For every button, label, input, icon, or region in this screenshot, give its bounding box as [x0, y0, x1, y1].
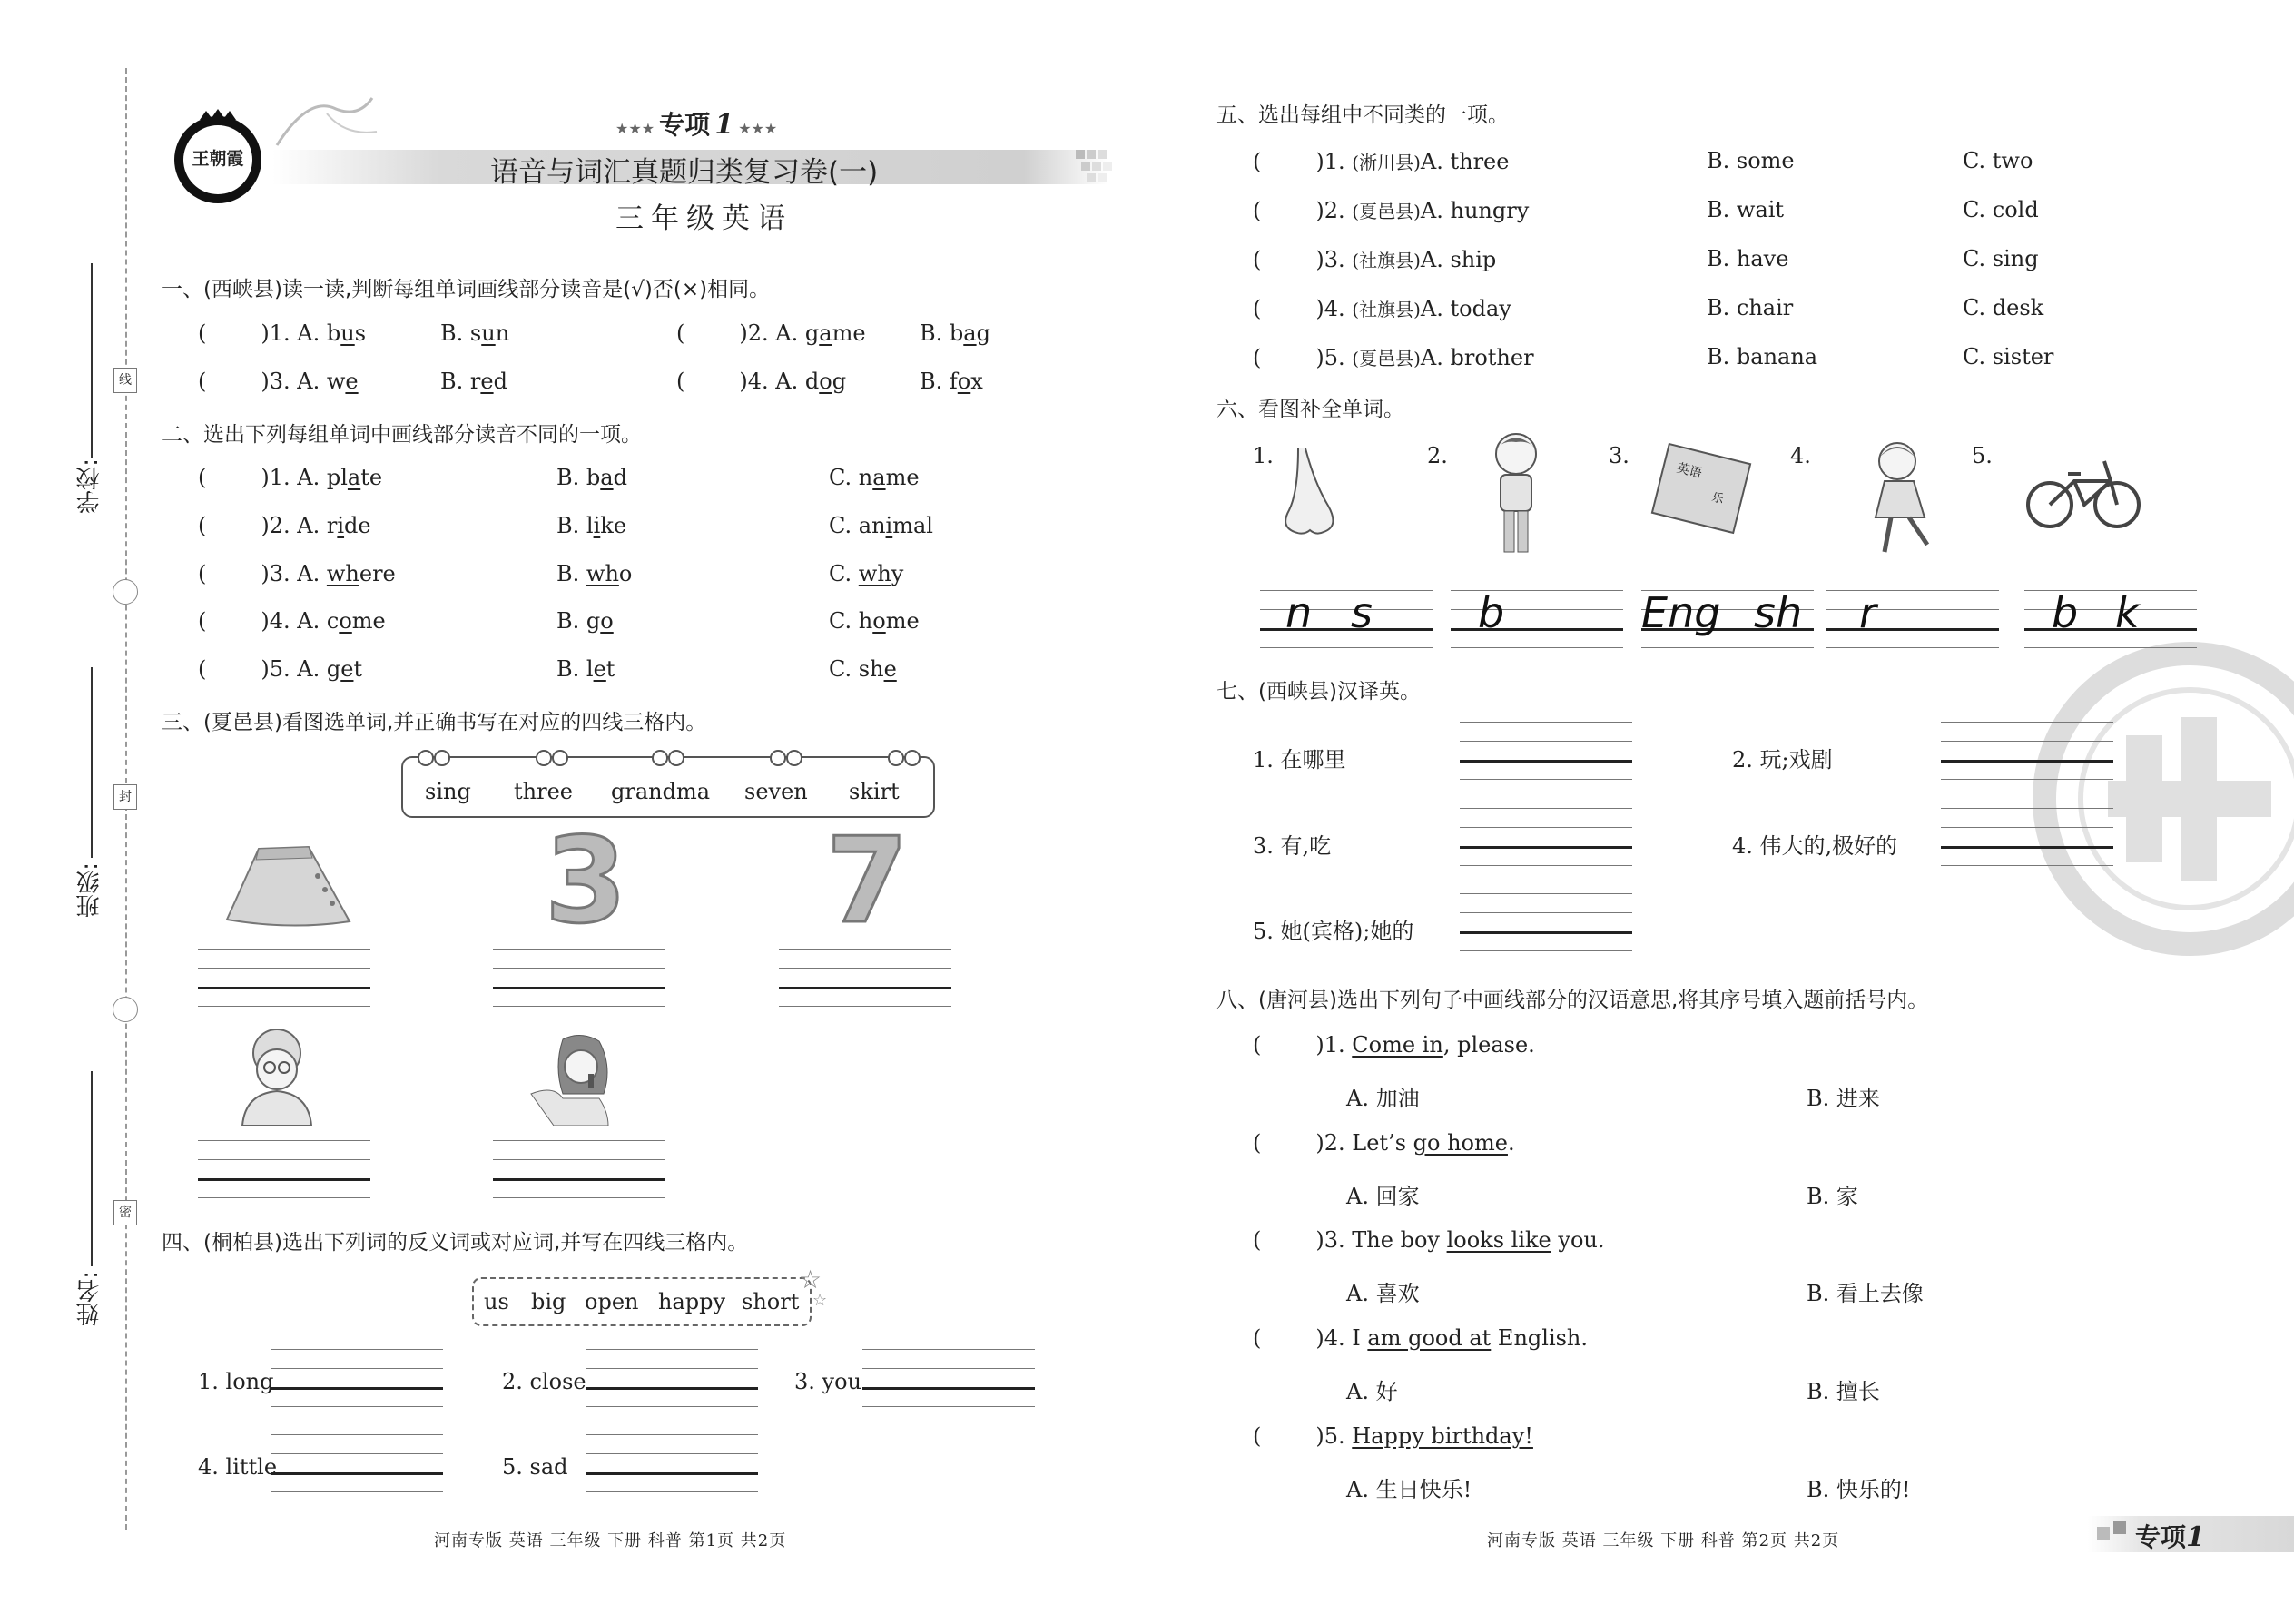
s7-item-2: 2. 玩;戏剧	[1732, 747, 1833, 773]
hint-letter: b	[2052, 588, 2079, 637]
writing-lines[interactable]	[1460, 722, 1632, 780]
section-6-title: 六、看图补全单词。	[1216, 398, 1404, 421]
s2-item-2: ( )2. A. ride	[198, 513, 371, 538]
secret-seal-watermark	[2017, 626, 2294, 971]
badge-label: 专项	[659, 110, 711, 140]
s2-item-4: ( )4. A. come	[198, 608, 386, 634]
paren: (	[676, 320, 685, 346]
class-label: 班级:	[76, 862, 103, 918]
s2-item-3-b: B. who	[556, 561, 633, 586]
s1-item-1-b: B. sun	[440, 320, 510, 346]
writing-lines[interactable]	[2024, 590, 2197, 648]
antonym-item-2: 2. close	[502, 1369, 586, 1394]
s2-item-5: ( )5. A. get	[198, 656, 363, 682]
hint-letter: b	[1478, 588, 1505, 637]
s2-item-4-c: C. home	[829, 608, 920, 634]
writing-lines[interactable]	[779, 949, 951, 1007]
s2-item-5-c: C. she	[829, 656, 897, 682]
word-bank-three: three	[514, 779, 573, 804]
s8-item-3-b: B. 看上去像	[1807, 1281, 1924, 1306]
hint-letter: r	[1859, 588, 1876, 637]
s8-item-4-b: B. 擅长	[1807, 1379, 1880, 1404]
s2-item-1: ( )1. A. plate	[198, 465, 383, 490]
writing-lines[interactable]	[586, 1434, 758, 1492]
tab-label: 专项1	[2135, 1521, 2205, 1553]
hint-letter: k	[2115, 588, 2140, 637]
writing-lines[interactable]	[1941, 722, 2113, 780]
s1-item-2: ( )2. A. game	[676, 320, 866, 346]
s1-item-3-b: B. red	[440, 369, 507, 394]
s6-num-1: 1.	[1253, 443, 1274, 468]
number-3-picture: 3	[545, 812, 627, 950]
word-bank-seven: seven	[744, 779, 808, 804]
school-label: 学校:	[76, 458, 103, 514]
s5-item-1-c: C. two	[1963, 148, 2033, 173]
s2-item-2-c: C. animal	[829, 513, 933, 538]
writing-lines[interactable]	[493, 1140, 665, 1198]
s1-item-4: ( )4. A. dog	[676, 369, 847, 394]
page-subtitle: 三年级英语	[615, 202, 793, 235]
footer-left: 河南专版 英语 三年级 下册 科普 第1页 共2页	[434, 1531, 787, 1550]
section-5-title: 五、选出每组中不同类的一项。	[1216, 103, 1509, 127]
hint-letter: Eng	[1641, 588, 1721, 637]
ring-icon	[888, 750, 904, 766]
ring-icon	[434, 750, 450, 766]
paren: (	[198, 369, 207, 394]
section-1-title: 一、(西峡县)读一读,判断每组单词画线部分读音是(√)否(×)相同。	[162, 278, 771, 301]
antonym-word-short: short	[742, 1289, 800, 1314]
paren: (	[676, 369, 685, 394]
s5-item-5-b: B. banana	[1707, 344, 1818, 369]
s5-item-5-c: C. sister	[1963, 344, 2054, 369]
s8-item-4-a: A. 好	[1346, 1379, 1398, 1404]
antonym-word-us: us	[484, 1289, 509, 1314]
s5-item-3-b: B. have	[1707, 246, 1789, 271]
s7-item-3: 3. 有,吃	[1253, 833, 1332, 859]
ring-icon	[904, 750, 921, 766]
section-2-title: 二、选出下列每组单词中画线部分读音不同的一项。	[162, 423, 642, 447]
s8-item-2: ( )2. Let’s go home.	[1253, 1130, 1515, 1156]
name-label: 姓名:	[76, 1271, 103, 1326]
s1-item-2-b: B. bag	[920, 320, 990, 346]
writing-lines[interactable]	[1641, 590, 1814, 648]
antonym-word-big: big	[531, 1289, 566, 1314]
writing-lines[interactable]	[586, 1349, 758, 1407]
section-4-title: 四、(桐柏县)选出下列词的反义词或对应词,并写在四线三格内。	[162, 1231, 749, 1255]
special-badge	[615, 105, 778, 141]
writing-lines[interactable]	[862, 1349, 1035, 1407]
s8-item-5-b: B. 快乐的!	[1807, 1477, 1911, 1502]
star-icon: ☆	[812, 1291, 828, 1310]
s8-item-5: ( )5. Happy birthday!	[1253, 1423, 1533, 1449]
antonym-word-happy: happy	[658, 1289, 726, 1314]
book-tag: 乐	[1709, 490, 1726, 507]
bike-picture	[2024, 445, 2142, 536]
ring-icon	[652, 750, 668, 766]
class-field-line[interactable]	[91, 667, 93, 858]
writing-lines[interactable]	[1451, 590, 1623, 648]
cut-mark-line: 线	[113, 368, 137, 393]
s5-item-2: ( )2. (夏邑县)A. hungry	[1253, 198, 1530, 223]
school-field-line[interactable]	[91, 263, 93, 458]
stars-right: ★★★	[738, 120, 778, 137]
singing-girl-picture	[527, 1030, 635, 1126]
antonym-item-3: 3. you	[794, 1369, 861, 1394]
s8-item-1-a: A. 加油	[1346, 1086, 1420, 1111]
boy-picture	[1484, 431, 1548, 558]
s7-item-5: 5. 她(宾格);她的	[1253, 919, 1414, 944]
paren: (	[198, 320, 207, 346]
s7-item-4: 4. 伟大的,极好的	[1732, 833, 1898, 859]
antonym-item-5: 5. sad	[502, 1454, 568, 1480]
ribbon-decoration	[272, 91, 381, 154]
book-title: 英语	[1675, 460, 1704, 482]
s2-item-5-b: B. let	[556, 656, 615, 682]
writing-lines[interactable]	[1260, 590, 1433, 648]
s2-item-3: ( )3. A. where	[198, 561, 396, 586]
section-8-title: 八、(唐河县)选出下列句子中画线部分的汉语意思,将其序号填入题前括号内。	[1216, 989, 1929, 1012]
s1-item-3: ( )3. A. we	[198, 369, 359, 394]
writing-lines[interactable]	[198, 949, 370, 1007]
writing-lines[interactable]	[271, 1349, 443, 1407]
s2-item-1-c: C. name	[829, 465, 920, 490]
section-3-title: 三、(夏邑县)看图选单词,并正确书写在对应的四线三格内。	[162, 711, 707, 734]
tab-pattern-icon	[2097, 1527, 2110, 1540]
s2-item-2-b: B. like	[556, 513, 627, 538]
s6-num-5: 5.	[1972, 443, 1993, 468]
stars-left: ★★★	[615, 120, 655, 137]
s2-item-3-c: C. why	[829, 561, 904, 586]
s2-item-4-b: B. go	[556, 608, 614, 634]
publisher-logo	[168, 107, 268, 207]
s5-item-3: ( )3. (社旗县)A. ship	[1253, 247, 1497, 272]
cut-mark-secret: 密	[113, 1200, 137, 1225]
cut-mark-seal: 封	[113, 784, 137, 810]
binding-hole-icon	[113, 997, 138, 1022]
writing-lines[interactable]	[1826, 590, 1999, 648]
s5-item-1-b: B. some	[1707, 148, 1795, 173]
number-7-picture: 7	[826, 812, 909, 950]
writing-lines[interactable]	[198, 1140, 370, 1198]
s2-item-1-b: B. bad	[556, 465, 627, 490]
s8-item-1-b: B. 进来	[1807, 1086, 1880, 1111]
hint-letter: sh	[1754, 588, 1803, 637]
s5-item-5: ( )5. (夏邑县)A. brother	[1253, 345, 1534, 370]
name-field-line[interactable]	[91, 1071, 93, 1266]
word-bank-skirt: skirt	[849, 779, 900, 804]
ring-icon	[536, 750, 552, 766]
s8-item-3-a: A. 喜欢	[1346, 1281, 1420, 1306]
antonym-item-4: 4. little	[198, 1454, 278, 1480]
ring-icon	[418, 750, 434, 766]
writing-lines[interactable]	[1941, 808, 2113, 866]
s8-item-4: ( )4. I am good at English.	[1253, 1325, 1589, 1351]
binding-hole-icon	[113, 579, 138, 605]
writing-lines[interactable]	[1460, 808, 1632, 866]
s6-num-3: 3.	[1609, 443, 1629, 468]
s8-item-2-a: A. 回家	[1346, 1184, 1420, 1209]
grandma-picture	[231, 1026, 322, 1126]
writing-lines[interactable]	[271, 1434, 443, 1492]
s6-num-4: 4.	[1790, 443, 1811, 468]
s1-item-4-b: B. fox	[920, 369, 983, 394]
nose-picture	[1278, 447, 1342, 537]
ring-icon	[668, 750, 684, 766]
word-bank-sing: sing	[425, 779, 471, 804]
s5-item-4-c: C. desk	[1963, 295, 2044, 320]
badge-number: 1	[714, 109, 734, 141]
hint-letter: s	[1351, 588, 1373, 637]
writing-lines[interactable]	[1460, 893, 1632, 951]
antonym-word-open: open	[585, 1289, 639, 1314]
word-bank-grandma: grandma	[611, 779, 711, 804]
s5-item-1: ( )1. (淅川县)A. three	[1253, 149, 1510, 174]
s8-item-1: ( )1. Come in, please.	[1253, 1032, 1535, 1058]
footer-right: 河南专版 英语 三年级 下册 科普 第2页 共2页	[1487, 1531, 1840, 1550]
s7-item-1: 1. 在哪里	[1253, 747, 1346, 773]
skirt-picture	[218, 840, 363, 930]
antonym-item-1: 1. long	[198, 1369, 274, 1394]
s8-item-3: ( )3. The boy looks like you.	[1253, 1227, 1605, 1253]
s5-item-2-b: B. wait	[1707, 197, 1785, 222]
pattern-decoration	[1076, 145, 1139, 191]
page-title: 语音与词汇真题归类复习卷(一)	[490, 156, 879, 189]
ring-icon	[552, 750, 568, 766]
ring-icon	[770, 750, 786, 766]
english-book-picture	[1651, 443, 1752, 534]
s6-num-2: 2.	[1427, 443, 1448, 468]
section-7-title: 七、(西峡县)汉译英。	[1216, 680, 1421, 704]
s8-item-2-b: B. 家	[1807, 1184, 1858, 1209]
running-girl-picture	[1859, 436, 1941, 558]
s5-item-4-b: B. chair	[1707, 295, 1794, 320]
ring-icon	[786, 750, 802, 766]
logo-text: 王朝霞	[192, 149, 244, 169]
s5-item-3-c: C. sing	[1963, 246, 2039, 271]
hint-letter: n	[1285, 588, 1313, 637]
s5-item-2-c: C. cold	[1963, 197, 2039, 222]
s5-item-4: ( )4. (社旗县)A. today	[1253, 296, 1511, 321]
s8-item-5-a: A. 生日快乐!	[1346, 1477, 1472, 1502]
tab-pattern-icon	[2113, 1521, 2126, 1534]
star-icon: ☆	[799, 1265, 822, 1294]
writing-lines[interactable]	[493, 949, 665, 1007]
s1-item-1: ( )1. A. bus	[198, 320, 367, 346]
